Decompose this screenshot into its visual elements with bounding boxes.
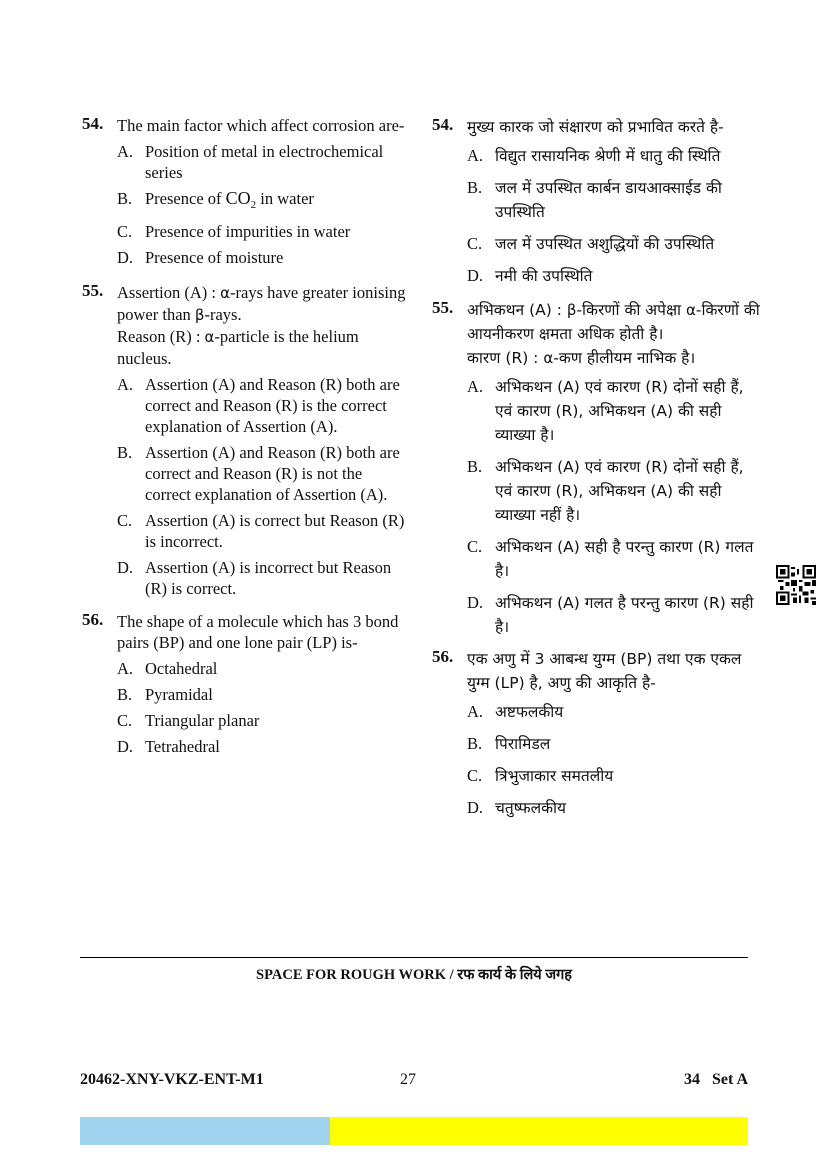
- reason-text: Reason (R) : α-particle is the helium nucleus.: [117, 327, 359, 368]
- option-b: B. Presence of $CO_2$ in water: [117, 188, 314, 211]
- question-stem: The shape of a molecule which has 3 bond pairs (BP) and one lone pair (LP) is-: [117, 612, 399, 652]
- qr-code-icon: [776, 565, 816, 605]
- question-number: 55.: [432, 298, 454, 317]
- page-number: 27: [400, 1071, 416, 1088]
- question-number: 56.: [432, 647, 454, 666]
- option-a: A. Position of metal in electrochemical series: [117, 142, 384, 182]
- paper-code: 20462-XNY-VKZ-ENT-M1: [80, 1071, 264, 1088]
- question-stem: एक अणु में 3 आबन्ध युग्म (BP) तथा एक एकल युग्म (LP) है, अणु की आकृति है-: [467, 650, 742, 692]
- option-b: B. Assertion (A) and Reason (R) both are correct and Reason (R) is not the correct explanation of Assertion (A).: [117, 443, 400, 504]
- option-d: D. नमी की उपस्थिति: [467, 266, 593, 285]
- option-a: A. अभिकथन (A) एवं कारण (R) दोनों सही हैं, एवं कारण (R), अभिकथन (A) की सही व्याख्या है।: [467, 377, 744, 444]
- option-c: C. Presence of impurities in water: [117, 222, 351, 241]
- option-b: B. जल में उपस्थित कार्बन डायआक्साईड की उपस्थिति: [467, 178, 722, 221]
- option-a: A. Octahedral: [117, 659, 218, 678]
- question-number: 54.: [82, 114, 104, 133]
- option-c: C. अभिकथन (A) सही है परन्तु कारण (R) गलत है।: [467, 537, 754, 580]
- option-a: A. विद्युत रासायनिक श्रेणी में धातु की स्थिति: [467, 146, 721, 165]
- option-d: D. चतुष्फलकीय: [467, 798, 567, 817]
- question-number: 54.: [432, 115, 454, 134]
- question-56-en: [82, 611, 407, 757]
- divider-line: [80, 957, 748, 958]
- question-number: 55.: [82, 281, 104, 300]
- option-c: C. त्रिभुजाकार समतलीय: [467, 766, 614, 785]
- option-c: C. Assertion (A) is correct but Reason (R) is incorrect.: [117, 511, 405, 551]
- english-column: [82, 115, 407, 762]
- option-d: D. Presence of moisture: [117, 248, 284, 267]
- rough-work-label: SPACE FOR ROUGH WORK / रफ कार्य के लिये जगह: [256, 967, 572, 983]
- option-a: A. Assertion (A) and Reason (R) both are correct and Reason (R) is the correct explanation of Assertion (A).: [117, 375, 400, 436]
- option-c: C. Triangular planar: [117, 711, 260, 730]
- option-d: D. अभिकथन (A) गलत है परन्तु कारण (R) सही है।: [467, 593, 754, 636]
- color-bar-yellow: [330, 1117, 748, 1145]
- option-a: A. अष्टफलकीय: [467, 702, 564, 721]
- assertion-text: अभिकथन (A) : β-किरणों की अपेक्षा α-किरणों की आयनीकरण क्षमता अधिक होती है।: [467, 301, 760, 343]
- question-55-en: [82, 282, 407, 599]
- option-d: D. Assertion (A) is incorrect but Reason (R) is correct.: [117, 558, 392, 598]
- question-54-en: [82, 115, 407, 268]
- hindi-column: [432, 115, 762, 828]
- option-b: B. पिरामिडल: [467, 734, 551, 753]
- set-label: 34 Set A: [684, 1071, 748, 1088]
- question-stem: The main factor which affect corrosion are-: [117, 116, 405, 135]
- assertion-text: Assertion (A) : α-rays have greater ionising power than β-rays.: [117, 283, 406, 324]
- color-bar-blue: [80, 1117, 330, 1145]
- option-d: D. Tetrahedral: [117, 737, 220, 756]
- question-55-hi: [432, 298, 762, 639]
- option-b: B. Pyramidal: [117, 685, 213, 704]
- reason-text: कारण (R) : α-कण हीलीयम नाभिक है।: [467, 349, 696, 367]
- question-54-hi: [432, 115, 762, 288]
- option-c: C. जल में उपस्थित अशुद्धियों की उपस्थिति: [467, 234, 715, 253]
- option-b: B. अभिकथन (A) एवं कारण (R) दोनों सही हैं, एवं कारण (R), अभिकथन (A) की सही व्याख्या नहीं है।: [467, 457, 744, 524]
- question-56-hi: [432, 647, 762, 820]
- question-stem: मुख्य कारक जो संक्षारण को प्रभावित करते है-: [467, 118, 724, 136]
- question-number: 56.: [82, 610, 104, 629]
